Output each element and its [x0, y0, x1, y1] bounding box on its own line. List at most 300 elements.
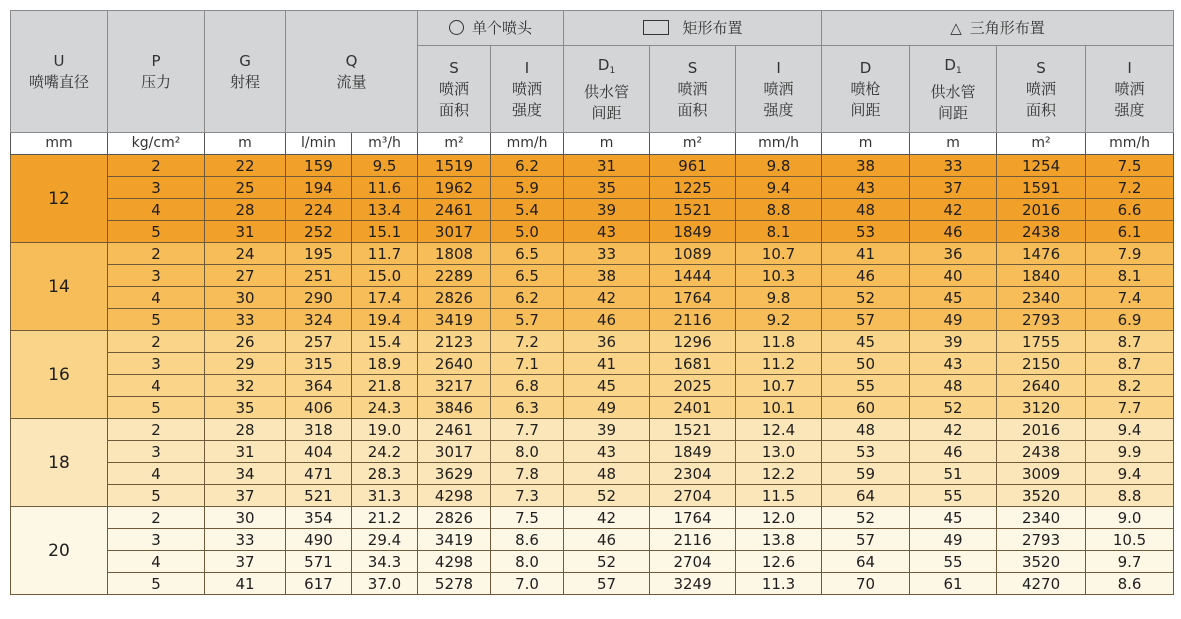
table-cell: 55: [822, 375, 910, 397]
table-cell: 15.0: [352, 265, 418, 287]
header-pressure-name: 压力: [140, 72, 171, 91]
table-cell: 521: [286, 485, 352, 507]
name-line: 面积: [1026, 100, 1057, 119]
table-cell: 318: [286, 419, 352, 441]
table-cell: 4: [108, 287, 205, 309]
table-cell: 31.3: [352, 485, 418, 507]
header-single-title: 单个喷头: [472, 18, 533, 37]
unit-cell: m: [822, 133, 910, 155]
table-cell: 9.5: [352, 155, 418, 177]
table-cell: 57: [822, 529, 910, 551]
table-cell: 34: [205, 463, 286, 485]
table-cell: 57: [822, 309, 910, 331]
table-row: [11, 331, 1174, 353]
table-cell: 11.3: [736, 573, 822, 595]
table-cell: 60: [822, 397, 910, 419]
table-cell: 5.0: [491, 221, 564, 243]
table-cell: 11.7: [352, 243, 418, 265]
table-cell: 194: [286, 177, 352, 199]
symbol-letter: D: [944, 55, 956, 74]
table-cell: 3249: [650, 573, 736, 595]
table-cell: 11.5: [736, 485, 822, 507]
table-cell: 2461: [418, 419, 491, 441]
table-cell: 4298: [418, 485, 491, 507]
table-cell: 10.3: [736, 265, 822, 287]
table-cell: 37: [205, 485, 286, 507]
table-cell: 36: [910, 243, 997, 265]
header-rect-intensity: [736, 46, 822, 133]
header-diameter: [11, 11, 108, 133]
table-cell: 21.8: [352, 375, 418, 397]
table-cell: 31: [564, 155, 650, 177]
table-cell: 38: [564, 265, 650, 287]
table-cell: 8.1: [736, 221, 822, 243]
symbol: S: [449, 58, 459, 77]
table-cell: 29.4: [352, 529, 418, 551]
table-cell: 3: [108, 353, 205, 375]
header-pressure-symbol: P: [151, 51, 161, 70]
unit-cell: mm/h: [491, 133, 564, 155]
name-line: 喷洒: [512, 79, 543, 98]
table-cell: 1521: [650, 419, 736, 441]
header-tri-area: [997, 46, 1086, 133]
name-line: 强度: [1114, 100, 1145, 119]
table-cell: 37: [910, 177, 997, 199]
table-cell: 43: [564, 441, 650, 463]
table-cell: 30: [205, 287, 286, 309]
table-header: [11, 11, 1174, 155]
table-cell: 11.2: [736, 353, 822, 375]
unit-cell: m²: [997, 133, 1086, 155]
table-cell: 59: [822, 463, 910, 485]
unit-cell: m: [910, 133, 997, 155]
table-cell: 252: [286, 221, 352, 243]
table-cell: 48: [564, 463, 650, 485]
table-cell: 30: [205, 507, 286, 529]
table-cell: 12.6: [736, 551, 822, 573]
table-cell: 8.2: [1086, 375, 1174, 397]
table-cell: 45: [564, 375, 650, 397]
header-single-intensity: [491, 46, 564, 133]
unit-cell: kg/cm²: [108, 133, 205, 155]
header-diameter-name: 喷嘴直径: [28, 72, 89, 91]
table-cell: 7.2: [1086, 177, 1174, 199]
symbol-letter: D: [597, 55, 610, 74]
table-cell: 7.8: [491, 463, 564, 485]
symbol: [910, 55, 996, 82]
table-cell: 19.4: [352, 309, 418, 331]
table-cell: 5: [108, 221, 205, 243]
table-cell: 2025: [650, 375, 736, 397]
table-cell: 13.8: [736, 529, 822, 551]
name-line: 间距: [850, 100, 881, 119]
table-cell: 39: [564, 419, 650, 441]
table-row: [11, 529, 1174, 551]
table-cell: 25: [205, 177, 286, 199]
header-diameter-symbol: U: [53, 51, 65, 70]
table-cell: 42: [910, 199, 997, 221]
table-cell: 4: [108, 199, 205, 221]
table-cell: 10.7: [736, 375, 822, 397]
table-cell: 2340: [997, 287, 1086, 309]
table-cell: 2461: [418, 199, 491, 221]
table-cell: 490: [286, 529, 352, 551]
triangle-icon: △: [950, 18, 962, 37]
table-cell: 2340: [997, 507, 1086, 529]
table-cell: 7.7: [491, 419, 564, 441]
table-cell: 31: [205, 441, 286, 463]
table-cell: 6.2: [491, 155, 564, 177]
name-line: 强度: [512, 100, 543, 119]
table-cell: 471: [286, 463, 352, 485]
header-flow: [286, 11, 418, 133]
table-cell: 7.1: [491, 353, 564, 375]
units-row: [11, 133, 1174, 155]
table-row: [11, 573, 1174, 595]
table-cell: 4: [108, 551, 205, 573]
table-row: [11, 199, 1174, 221]
table-cell: 1849: [650, 221, 736, 243]
table-cell: 7.0: [491, 573, 564, 595]
header-flow-name: 流量: [336, 72, 367, 91]
table-cell: 7.2: [491, 331, 564, 353]
table-cell: 3217: [418, 375, 491, 397]
table-cell: 251: [286, 265, 352, 287]
name-line: 面积: [677, 100, 708, 119]
diameter-cell: 14: [11, 243, 108, 331]
table-cell: 5.9: [491, 177, 564, 199]
table-cell: 324: [286, 309, 352, 331]
table-cell: 3419: [418, 529, 491, 551]
table-cell: 8.0: [491, 441, 564, 463]
table-cell: 33: [205, 309, 286, 331]
table-cell: 15.4: [352, 331, 418, 353]
name-line: 喷洒: [677, 79, 708, 98]
name-line: 供水管: [584, 82, 630, 101]
table-cell: 40: [910, 265, 997, 287]
symbol: D: [859, 58, 872, 77]
table-cell: 46: [564, 309, 650, 331]
table-cell: 42: [910, 419, 997, 441]
table-cell: 8.6: [1086, 573, 1174, 595]
table-cell: 7.5: [491, 507, 564, 529]
name-line: 间距: [938, 103, 969, 122]
header-range: [205, 11, 286, 133]
table-cell: 1849: [650, 441, 736, 463]
table-cell: 6.2: [491, 287, 564, 309]
table-cell: 6.1: [1086, 221, 1174, 243]
table-cell: 6.5: [491, 243, 564, 265]
table-cell: 7.7: [1086, 397, 1174, 419]
table-cell: 9.9: [1086, 441, 1174, 463]
header-pressure: [108, 11, 205, 133]
table-cell: 5: [108, 485, 205, 507]
table-cell: 961: [650, 155, 736, 177]
header-tri-title: 三角形布置: [969, 18, 1045, 37]
table-cell: 5: [108, 397, 205, 419]
table-cell: 2704: [650, 551, 736, 573]
name-line: 间距: [591, 103, 622, 122]
table-cell: 3120: [997, 397, 1086, 419]
table-cell: 11.8: [736, 331, 822, 353]
table-cell: 1296: [650, 331, 736, 353]
table-cell: 24.3: [352, 397, 418, 419]
symbol: I: [524, 58, 530, 77]
table-cell: 9.4: [1086, 463, 1174, 485]
table-cell: 3520: [997, 551, 1086, 573]
table-cell: 1755: [997, 331, 1086, 353]
table-cell: 257: [286, 331, 352, 353]
unit-cell: mm/h: [736, 133, 822, 155]
table-cell: 33: [564, 243, 650, 265]
table-cell: 1840: [997, 265, 1086, 287]
table-cell: 33: [205, 529, 286, 551]
table-cell: 15.1: [352, 221, 418, 243]
table-cell: 52: [822, 287, 910, 309]
table-cell: 11.6: [352, 177, 418, 199]
table-cell: 12.0: [736, 507, 822, 529]
table-cell: 3009: [997, 463, 1086, 485]
table-cell: 8.0: [491, 551, 564, 573]
table-cell: 7.4: [1086, 287, 1174, 309]
table-cell: 2116: [650, 529, 736, 551]
table-cell: 41: [564, 353, 650, 375]
table-cell: 1476: [997, 243, 1086, 265]
table-cell: 52: [822, 507, 910, 529]
table-cell: 1962: [418, 177, 491, 199]
table-cell: 1254: [997, 155, 1086, 177]
table-cell: 2704: [650, 485, 736, 507]
sprinkler-spec-table: [10, 10, 1174, 595]
table-cell: 2016: [997, 419, 1086, 441]
table-cell: 2: [108, 419, 205, 441]
table-cell: 2438: [997, 221, 1086, 243]
header-range-name: 射程: [229, 72, 260, 91]
header-rect-area: [650, 46, 736, 133]
name-line: 喷洒: [439, 79, 470, 98]
table-cell: 53: [822, 441, 910, 463]
table-cell: 9.7: [1086, 551, 1174, 573]
table-cell: 2793: [997, 309, 1086, 331]
table-cell: 41: [822, 243, 910, 265]
header-tri-intensity: [1086, 46, 1174, 133]
name-line: 喷洒: [1026, 79, 1057, 98]
table-cell: 2640: [997, 375, 1086, 397]
table-cell: 2826: [418, 507, 491, 529]
table-cell: 7.3: [491, 485, 564, 507]
table-cell: 61: [910, 573, 997, 595]
table-cell: 1764: [650, 507, 736, 529]
table-cell: 46: [910, 221, 997, 243]
table-row: [11, 551, 1174, 573]
table-cell: 4298: [418, 551, 491, 573]
table-cell: 50: [822, 353, 910, 375]
table-cell: 48: [910, 375, 997, 397]
table-cell: 3846: [418, 397, 491, 419]
table-cell: 43: [822, 177, 910, 199]
table-row: [11, 463, 1174, 485]
table-cell: 9.0: [1086, 507, 1174, 529]
table-cell: 28.3: [352, 463, 418, 485]
table-cell: 2: [108, 155, 205, 177]
table-cell: 24: [205, 243, 286, 265]
symbol: I: [1127, 58, 1132, 77]
table-cell: 38: [822, 155, 910, 177]
name-line: 强度: [763, 100, 794, 119]
table-cell: 39: [910, 331, 997, 353]
table-cell: 32: [205, 375, 286, 397]
table-cell: 46: [564, 529, 650, 551]
symbol-subscript: 1: [609, 65, 616, 76]
header-rect-title: 矩形布置: [682, 18, 743, 37]
table-cell: 64: [822, 551, 910, 573]
table-cell: 7.9: [1086, 243, 1174, 265]
table-cell: 159: [286, 155, 352, 177]
table-cell: 8.7: [1086, 353, 1174, 375]
table-cell: 45: [910, 287, 997, 309]
table-cell: 13.4: [352, 199, 418, 221]
table-cell: 224: [286, 199, 352, 221]
table-cell: 6.5: [491, 265, 564, 287]
table-cell: 6.6: [1086, 199, 1174, 221]
table-cell: 2640: [418, 353, 491, 375]
table-cell: 290: [286, 287, 352, 309]
table-cell: 4: [108, 463, 205, 485]
table-cell: 12.2: [736, 463, 822, 485]
unit-cell: m²: [650, 133, 736, 155]
table-cell: 9.8: [736, 155, 822, 177]
table-cell: 571: [286, 551, 352, 573]
table-cell: 27: [205, 265, 286, 287]
table-row: [11, 507, 1174, 529]
table-cell: 8.8: [1086, 485, 1174, 507]
table-cell: 9.4: [736, 177, 822, 199]
diameter-cell: 12: [11, 155, 108, 243]
table-row: [11, 375, 1174, 397]
rectangle-icon: [643, 20, 669, 35]
table-cell: 52: [564, 485, 650, 507]
table-cell: 53: [822, 221, 910, 243]
symbol: S: [1036, 58, 1046, 77]
table-cell: 24.2: [352, 441, 418, 463]
table-cell: 28: [205, 419, 286, 441]
table-cell: 2: [108, 507, 205, 529]
table-cell: 5: [108, 309, 205, 331]
table-row: [11, 441, 1174, 463]
table-cell: 7.5: [1086, 155, 1174, 177]
table-cell: 36: [564, 331, 650, 353]
table-row: [11, 287, 1174, 309]
table-cell: 19.0: [352, 419, 418, 441]
table-body: [11, 155, 1174, 595]
table-cell: 6.8: [491, 375, 564, 397]
table-cell: 617: [286, 573, 352, 595]
table-row: [11, 243, 1174, 265]
table-cell: 41: [205, 573, 286, 595]
table-cell: 43: [910, 353, 997, 375]
table-cell: 52: [564, 551, 650, 573]
diameter-cell: 20: [11, 507, 108, 595]
table-row: [11, 309, 1174, 331]
table-row: [11, 265, 1174, 287]
table-cell: 55: [910, 485, 997, 507]
table-cell: 2116: [650, 309, 736, 331]
table-cell: 49: [910, 529, 997, 551]
table-cell: 10.1: [736, 397, 822, 419]
diameter-cell: 18: [11, 419, 108, 507]
table-cell: 364: [286, 375, 352, 397]
table-cell: 5.4: [491, 199, 564, 221]
table-cell: 49: [564, 397, 650, 419]
table-cell: 26: [205, 331, 286, 353]
name-line: 面积: [439, 100, 470, 119]
table-cell: 5: [108, 573, 205, 595]
symbol: S: [687, 58, 698, 77]
name-line: 供水管: [930, 82, 976, 101]
table-row: [11, 221, 1174, 243]
table-cell: 404: [286, 441, 352, 463]
table-cell: 3: [108, 529, 205, 551]
table-cell: 28: [205, 199, 286, 221]
header-rect-layout: [564, 11, 822, 46]
table-cell: 6.3: [491, 397, 564, 419]
table-cell: 2123: [418, 331, 491, 353]
table-cell: 4: [108, 375, 205, 397]
table-cell: 4270: [997, 573, 1086, 595]
table-cell: 22: [205, 155, 286, 177]
table-cell: 17.4: [352, 287, 418, 309]
table-cell: 31: [205, 221, 286, 243]
table-cell: 2438: [997, 441, 1086, 463]
table-cell: 3: [108, 265, 205, 287]
unit-cell: m: [205, 133, 286, 155]
table-cell: 35: [205, 397, 286, 419]
table-cell: 2793: [997, 529, 1086, 551]
table-cell: 2016: [997, 199, 1086, 221]
table-cell: 3: [108, 177, 205, 199]
table-cell: 2401: [650, 397, 736, 419]
table-row: [11, 353, 1174, 375]
table-cell: 3629: [418, 463, 491, 485]
table-cell: 2: [108, 243, 205, 265]
header-rect-pipe-spacing: [564, 46, 650, 133]
table-row: [11, 485, 1174, 507]
table-cell: 33: [910, 155, 997, 177]
table-cell: 406: [286, 397, 352, 419]
table-row: [11, 419, 1174, 441]
circle-icon: [449, 20, 464, 35]
table-cell: 1521: [650, 199, 736, 221]
table-cell: 34.3: [352, 551, 418, 573]
table-cell: 48: [822, 199, 910, 221]
table-cell: 55: [910, 551, 997, 573]
table-cell: 18.9: [352, 353, 418, 375]
unit-cell: m²: [418, 133, 491, 155]
table-cell: 1591: [997, 177, 1086, 199]
table-cell: 2826: [418, 287, 491, 309]
symbol: [564, 55, 649, 82]
sprinkler-spec-table-container: [10, 10, 1173, 610]
table-cell: 10.7: [736, 243, 822, 265]
table-cell: 21.2: [352, 507, 418, 529]
table-cell: 8.8: [736, 199, 822, 221]
table-cell: 57: [564, 573, 650, 595]
table-cell: 1681: [650, 353, 736, 375]
table-cell: 2289: [418, 265, 491, 287]
table-cell: 42: [564, 287, 650, 309]
table-cell: 9.4: [1086, 419, 1174, 441]
symbol-subscript: 1: [955, 65, 962, 76]
